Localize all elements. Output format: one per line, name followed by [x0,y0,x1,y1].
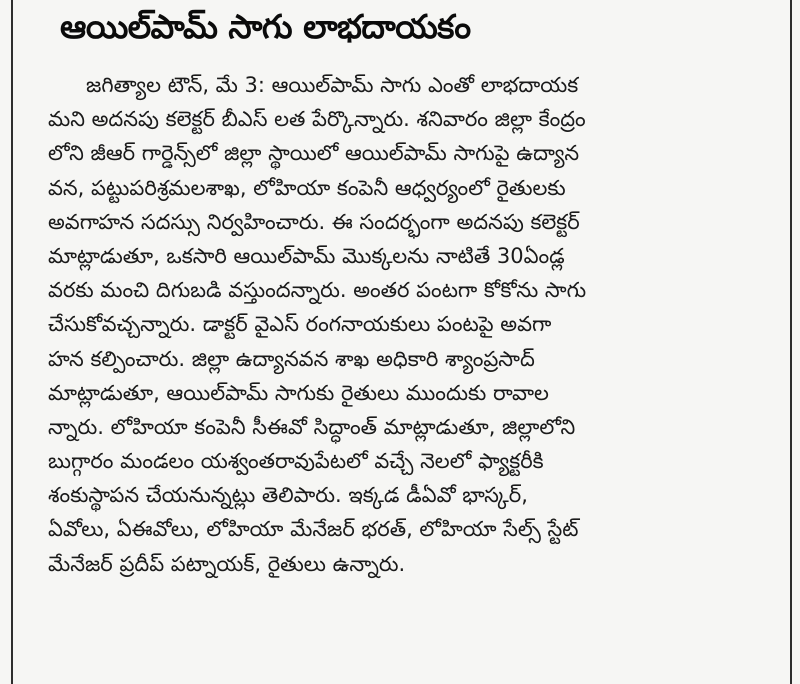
article-line: ఏవోలు, ఏఈవోలు, లోహియా మేనేజర్ భరత్, లోహియా సేల్స్ స్టేట్ [48,517,579,542]
article-line: మాట్లాడుతూ, ఒకసారి ఆయిల్‌పామ్ మొక్కలను నాటితే 30ఏండ్ల [48,243,565,268]
article-line: న్నారు. లోహియా కంపెనీ సీఈవో సిద్ధాంత్ మాట్లాడుతూ, జిల్లాలోని [48,414,576,439]
article-line: జగిత్యాల టౌన్, మే 3: ఆయిల్‌పామ్ సాగు ఎంతో లాభదాయక [86,73,579,97]
column-divider-right [790,0,792,684]
article-line: బుగ్గారం మండలం యశ్వంతరావుపేటలో వచ్చే నెలలో ఫ్యాక్టరీకి [48,449,544,474]
article-line: లోని జీఆర్ గార్డెన్స్‌లో జిల్లా స్థాయిలో ఆయిల్‌పామ్ సాగుపై ఉద్యాన [48,141,580,166]
column-divider-left [11,0,13,684]
article-body [48,68,724,581]
article-line: మాట్లాడుతూ, ఆయిల్‌పామ్ సాగుకు రైతులు ముందుకు రావాల [48,380,549,405]
article-line: మేనేజర్ ప్రదీప్ పట్నాయక్, రైతులు ఉన్నారు. [48,551,406,576]
article-headline: ఆయిల్‌పామ్ సాగు లాభదాయకం [60,7,471,46]
article-line: మని అదనపు కలెక్టర్ బీఎస్ లత పేర్కొన్నారు. శనివారం జిల్లా కేంద్రం [48,107,586,132]
article-line: శంకుస్థాపన చేయనున్నట్లు తెలిపారు. ఇక్కడ డీఏవో భాస్కర్, [48,483,528,508]
article-line: హన కల్పించారు. జిల్లా ఉద్యానవన శాఖ అధికారి శ్యాంప్రసాద్ [48,346,535,371]
article-line: చేసుకోవచ్చన్నారు. డాక్టర్ వైఎస్ రంగనాయకులు పంటపై అవగా [48,312,552,337]
next-article-cut-edge [100,676,500,684]
article-line: అవగాహన సదస్సు నిర్వహించారు. ఈ సందర్భంగా అదనపు కలెక్టర్ [48,209,580,234]
article-line: వరకు మంచి దిగుబడి వస్తుందన్నారు. అంతర పంటగా కోకోను సాగు [48,278,587,303]
article-line: వన, పట్టుపరిశ్రమలశాఖ, లోహియా కంపెనీ ఆధ్వర్యంలో రైతులకు [48,175,566,200]
